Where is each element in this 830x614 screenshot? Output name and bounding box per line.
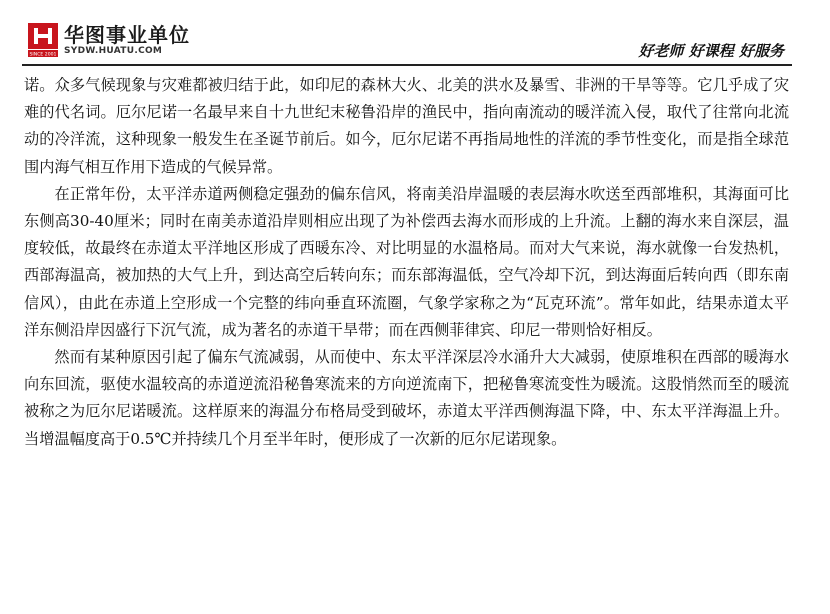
- huatu-logo[interactable]: [28, 20, 190, 60]
- slogan: 好老师 好课程 好服务: [638, 42, 784, 60]
- huatu-logo-icon: [28, 23, 58, 57]
- logo-since-text: SINCE 2001: [29, 52, 57, 57]
- paragraph-1: 诺。众多气候现象与灾难都被归结于此，如印尼的森林大火、北美的洪水及暴雪、非洲的干旱等等。它几乎成了灾难的代名词。厄尔尼诺一名最早来自十九世纪末秘鲁沿岸的渔民中，指向南流动的暖洋流入侵，取代了往常向北流动的冷洋流，这种现象一般发生在圣诞节前后。如今，厄尔尼诺不再指局地性的洋流的季节性变化，而是指全球范围内海气相互作用下造成的气候异常。: [24, 76, 789, 176]
- logo-url: SYDW.HUATU.COM: [64, 45, 163, 56]
- header-divider: [22, 64, 792, 66]
- article-body: [24, 72, 789, 453]
- paragraph-2: 在正常年份，太平洋赤道两侧稳定强劲的偏东信风，将南美沿岸温暖的表层海水吹送至西部堆积，其海面可比东侧高30-40厘米；同时在南美赤道沿岸则相应出现了为补偿西去海水而形成的上升流。上翻的海水来自深层，温度较低，故最终在赤道太平洋地区形成了西暖东冷、对比明显的水温格局。而对大气来说，海水就像一台发热机，西部海温高，被加热的大气上升，到达高空后转向东；而东部海温低，空气冷却下沉，到达海面后转向西（即东南信风），由此在赤道上空形成一个完整的纬向垂直环流圈，气象学家称之为“瓦克环流”。常年如此，结果赤道太平洋东侧沿岸因盛行下沉气流，成为著名的赤道干旱带；而在西侧菲律宾、印尼一带则恰好相反。: [24, 184, 789, 339]
- paragraph-3: 然而有某种原因引起了偏东气流减弱，从而使中、东太平洋深层冷水涌升大大减弱，使原堆积在西部的暖海水向东回流，驱使水温较高的赤道逆流沿秘鲁寒流来的方向逆流南下，把秘鲁寒流变性为暖流。这股悄然而至的暖流被称之为厄尔尼诺暖流。这样原来的海温分布格局受到破坏，赤道太平洋西侧海温下降，中、东太平洋海温上升。当增温幅度高于0.5℃并持续几个月至半年时，便形成了一次新的厄尔尼诺现象。: [24, 348, 789, 448]
- page-header: [0, 0, 830, 70]
- logo-title: 华图事业单位: [64, 22, 190, 47]
